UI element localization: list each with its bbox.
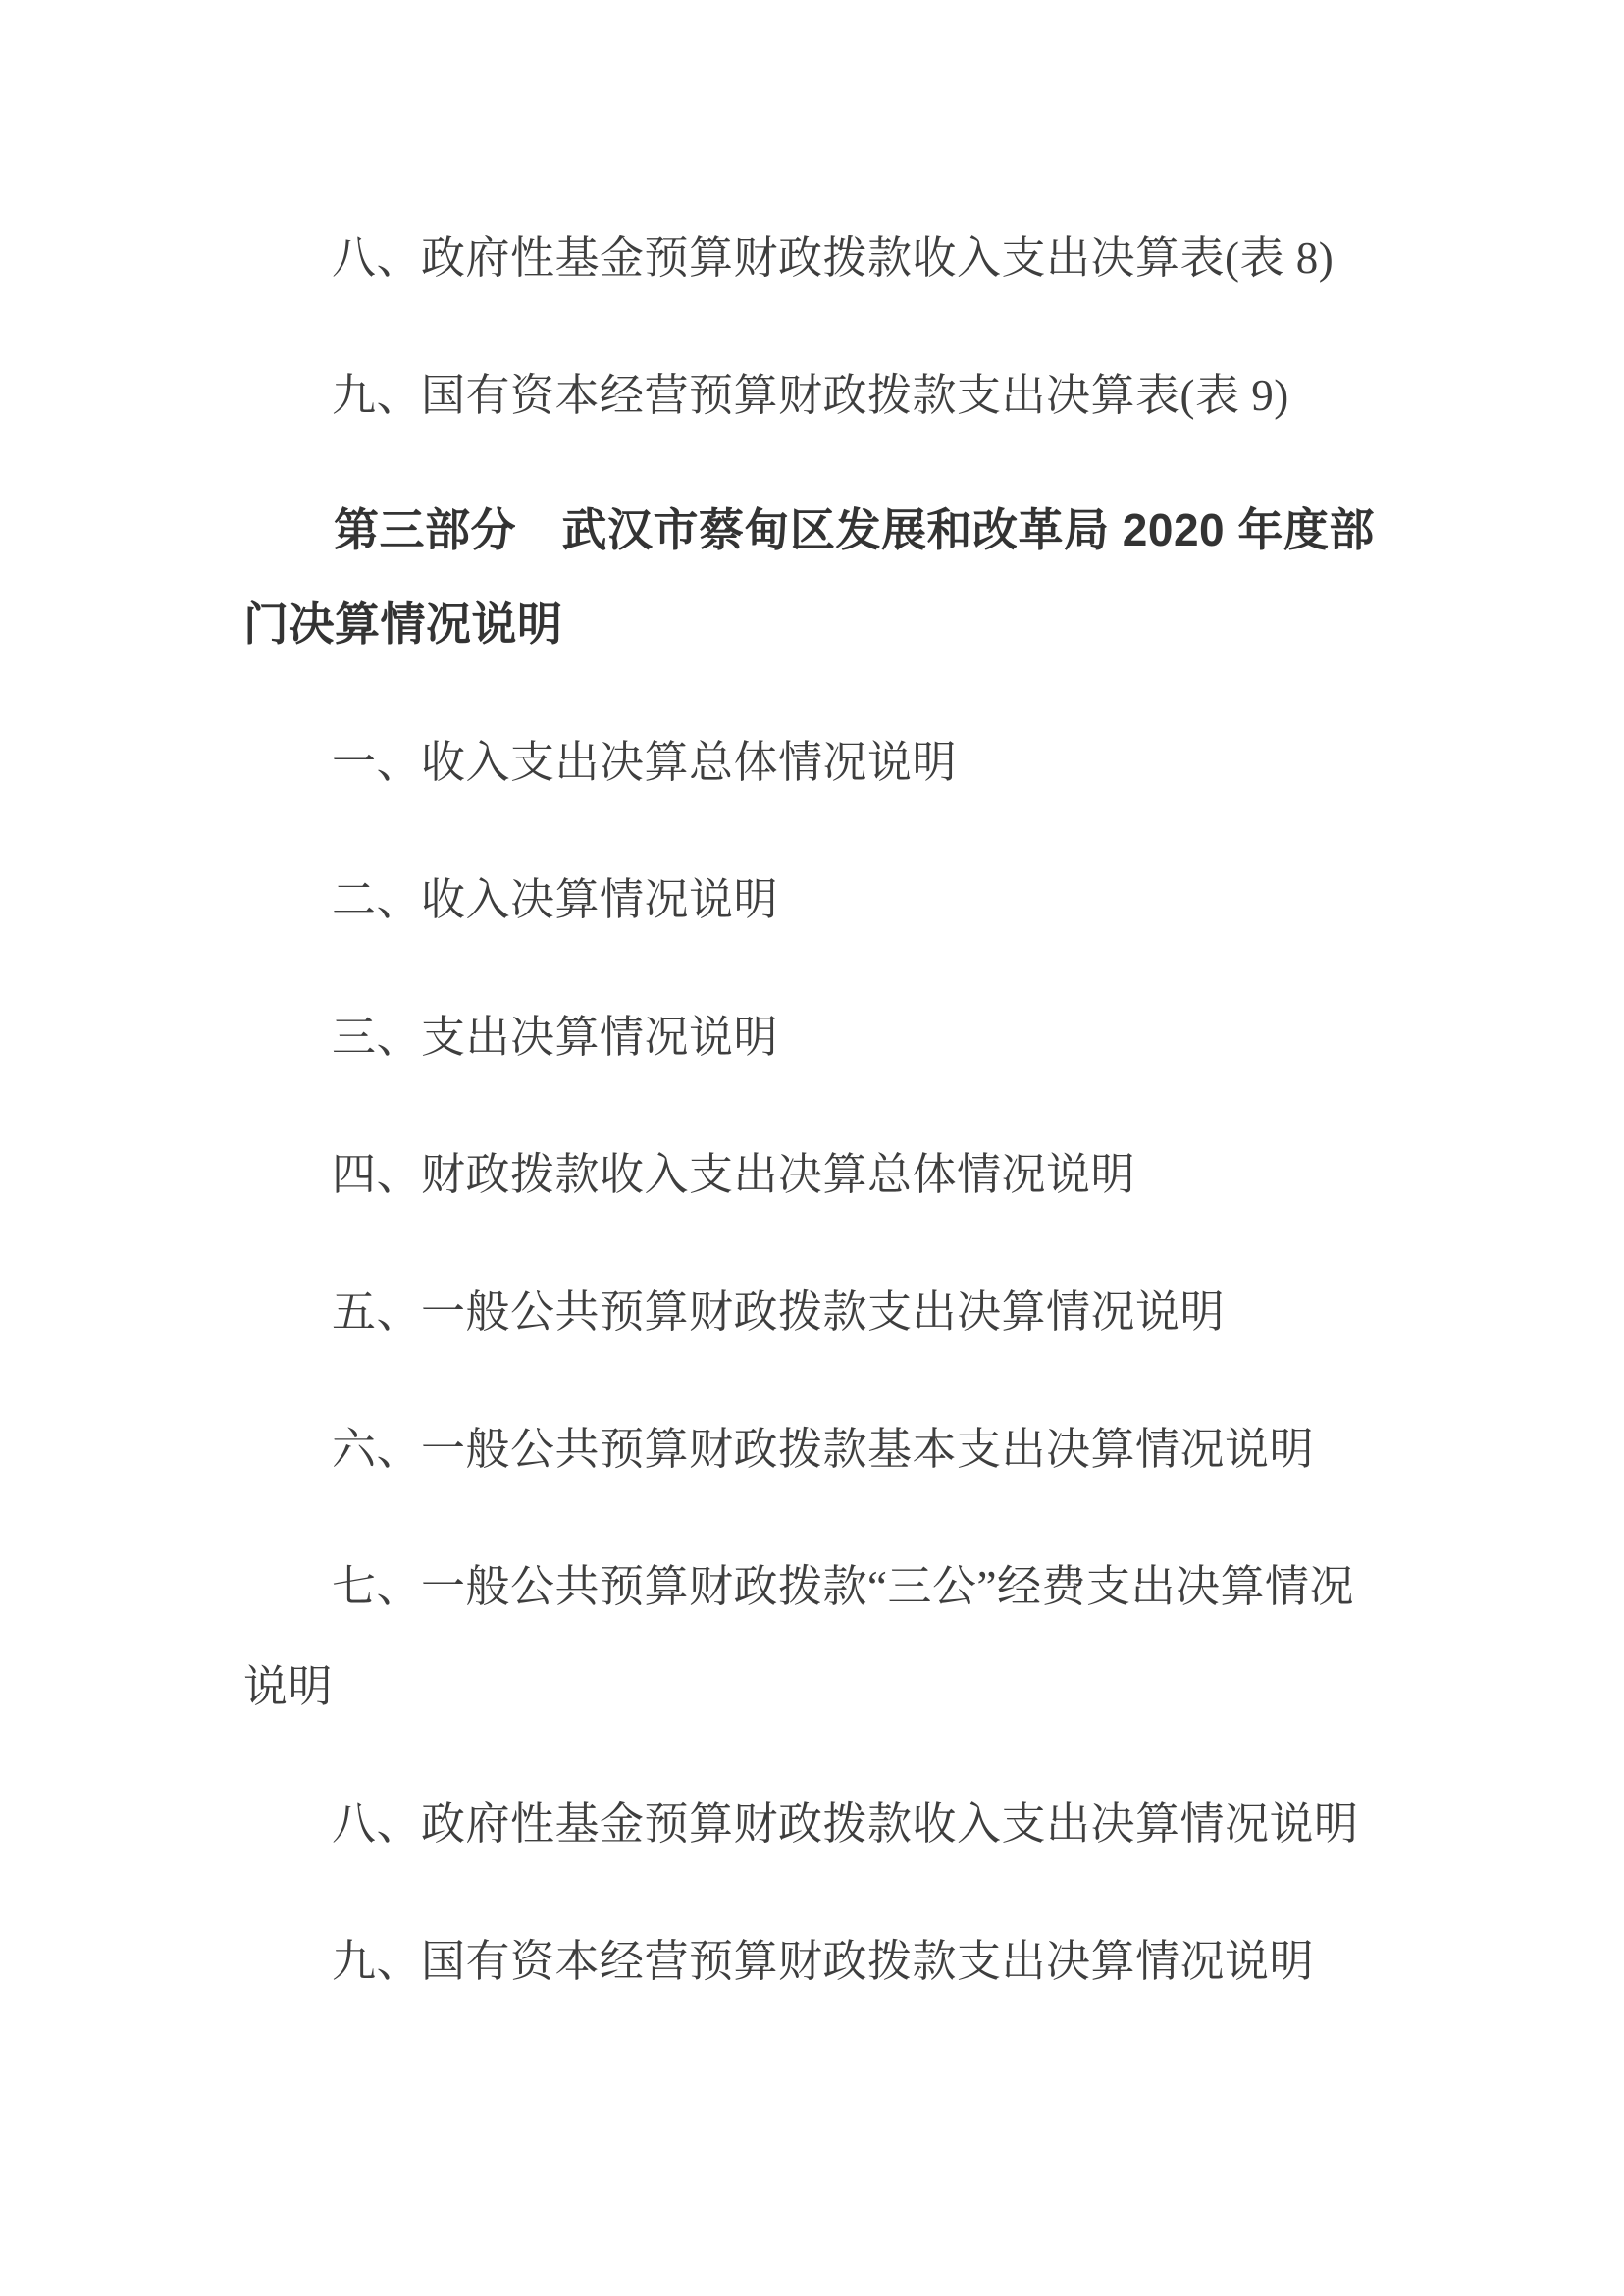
toc-note-item-6: 六、一般公共预算财政拨款基本支出决算情况说明 xyxy=(332,1425,1315,1474)
toc-note-item-5: 五、一般公共预算财政拨款支出决算情况说明 xyxy=(332,1287,1226,1336)
section-heading-part-three: 第三部分 武汉市蔡甸区发展和改革局 2020 年度部门决算情况说明 xyxy=(243,504,1375,650)
toc-note-item-8: 八、政府性基金预算财政拨款收入支出决算情况说明 xyxy=(332,1800,1359,1849)
toc-table-item-9: 九、国有资本经营预算财政拨款支出决算表(表 9) xyxy=(332,371,1289,420)
toc-note-item-4: 四、财政拨款收入支出决算总体情况说明 xyxy=(332,1150,1136,1199)
toc-table-item-8: 八、政府性基金预算财政拨款收入支出决算表(表 8) xyxy=(332,234,1335,283)
toc-note-item-3: 三、支出决算情况说明 xyxy=(332,1013,779,1062)
toc-note-item-2: 二、收入决算情况说明 xyxy=(332,875,779,924)
toc-note-item-7: 七、一般公共预算财政拨款“三公”经费支出决算情况说明 xyxy=(243,1562,1354,1711)
toc-note-item-1: 一、收入支出决算总体情况说明 xyxy=(332,738,958,787)
toc-note-item-9: 九、国有资本经营预算财政拨款支出决算情况说明 xyxy=(332,1937,1315,1986)
